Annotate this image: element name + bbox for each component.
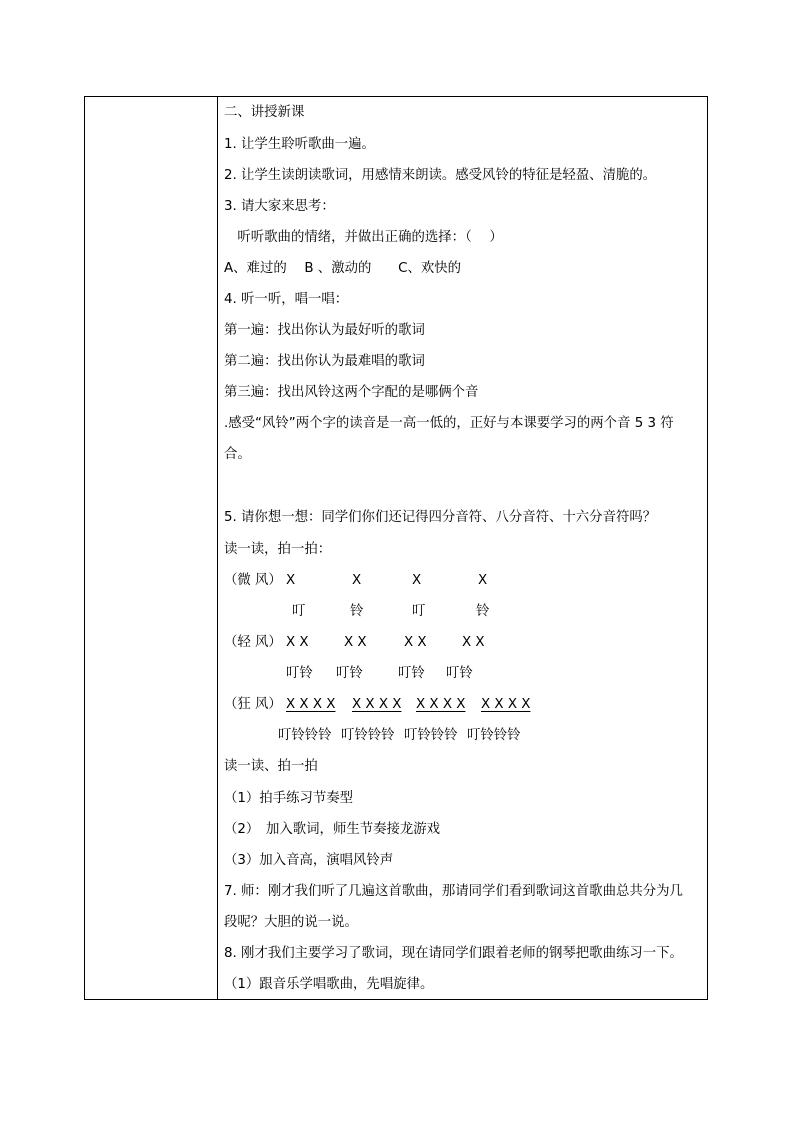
rhythm-note: X X X X	[286, 697, 336, 712]
rhythm-note: X	[352, 573, 362, 588]
rhythm-word: 叮铃铃铃	[341, 728, 395, 743]
rhythm-word: 叮铃	[286, 666, 313, 681]
step-1-text: 1. 让学生聆听歌曲一遍。	[224, 137, 375, 152]
rhythm-note: X X X X	[416, 697, 466, 712]
rhythm-word: 叮	[412, 604, 426, 619]
practice-item-1: （1）拍手练习节奏型	[224, 791, 354, 806]
rhythm-word: 铃	[476, 604, 490, 619]
rhythm-word: 叮铃铃铃	[404, 728, 458, 743]
rhythm-word: 叮铃铃铃	[467, 728, 521, 743]
second-pass-text: 第二遍：找出你认为最难唱的歌词	[224, 354, 425, 369]
section-heading: 二、讲授新课	[224, 105, 305, 120]
step-5-text: 5. 请你想一想：同学们你们还记得四分音符、八分音符、十六分音符吗？	[224, 510, 657, 525]
rhythm-word: 叮	[292, 604, 306, 619]
rhythm-word: 叮铃铃铃	[278, 728, 332, 743]
question-text: 听听歌曲的情绪，并做出正确的选择：（ ）	[224, 230, 503, 245]
rhythm-word: 叮铃	[336, 666, 363, 681]
rhythm-word: 叮铃	[446, 666, 473, 681]
lesson-content-cell	[218, 97, 707, 999]
left-column-cell	[85, 97, 217, 999]
step-4-text: 4. 听一听，唱一唱：	[224, 292, 349, 307]
rhythm-note: X X X X	[481, 697, 531, 712]
step-7-text: 7. 师：刚才我们听了几遍这首歌曲，那请同学们看到歌词这首歌曲总共分为几	[224, 884, 683, 899]
answer-options: A、难过的 B 、激动的 C、欢快的	[224, 261, 462, 276]
practice-item-2: （2） 加入歌词，师生节奏接龙游戏	[224, 822, 441, 837]
step-2-text: 2. 让学生读朗读歌词，用感情来朗读。感受风铃的特征是轻盈、清脆的。	[224, 168, 657, 183]
rhythm-note: X X	[286, 635, 309, 650]
rhythm-label-weifeng: （微 风）	[224, 573, 282, 588]
third-pass-text: 第三遍：找出风铃这两个字配的是哪俩个音	[224, 385, 479, 400]
rhythm-note: X X	[462, 635, 485, 650]
lesson-table	[84, 96, 708, 1000]
feeling-text: .感受“风铃”两个字的读音是一高一低的，正好与本课要学习的两个音 5 3 符	[224, 416, 674, 431]
step-3-text: 3. 请大家来思考：	[224, 199, 335, 214]
rhythm-note: X	[478, 573, 488, 588]
rhythm-label-kuangfeng: （狂 风）	[224, 697, 282, 712]
rhythm-note: X X	[404, 635, 427, 650]
step-8-item-1: （1）跟音乐学唱歌曲，先唱旋律。	[224, 977, 434, 992]
practice-item-3: （3）加入音高，演唱风铃声	[224, 853, 394, 868]
step-8-text: 8. 刚才我们主要学习了歌词，现在请同学们跟着老师的钢琴把歌曲练习一下。	[224, 946, 683, 961]
read-clap-heading: 读一读，拍一拍：	[224, 542, 332, 557]
rhythm-label-qingfeng: （轻 风）	[224, 635, 282, 650]
rhythm-note: X	[286, 573, 296, 588]
rhythm-word: 铃	[350, 604, 364, 619]
step-7-text-cont: 段呢？大胆的说一说。	[224, 915, 358, 930]
feeling-text-end: 合。	[224, 447, 251, 462]
rhythm-note: X X	[344, 635, 367, 650]
rhythm-note: X X X X	[352, 697, 402, 712]
first-pass-text: 第一遍：找出你认为最好听的歌词	[224, 323, 425, 338]
rhythm-note: X	[412, 573, 422, 588]
read-clap-subheading: 读一读、拍一拍	[224, 759, 318, 774]
rhythm-word: 叮铃	[398, 666, 425, 681]
